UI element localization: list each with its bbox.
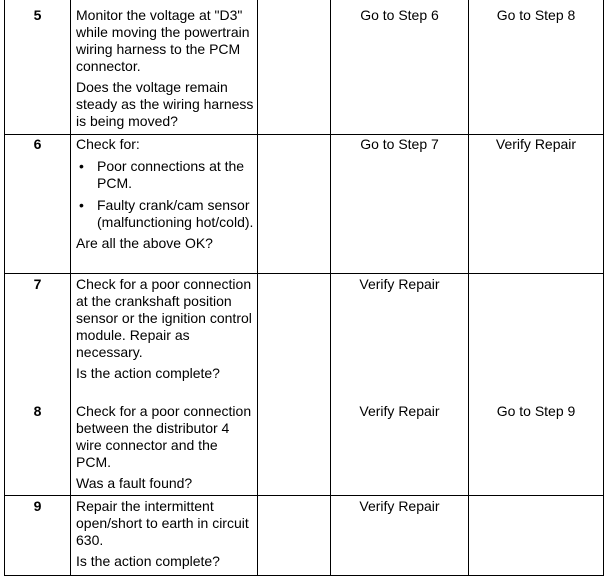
action-text: Check for a poor connection between the distributor 4 wire connector and the PCM.	[76, 403, 252, 470]
action-text: Check for a poor connection at the crankshaft position sensor or the ignition control module. Repair as necessary.	[76, 276, 252, 360]
yes-result: Go to Step 7	[360, 136, 439, 152]
yes-result: Verify Repair	[359, 276, 440, 292]
no-result: Go to Step 9	[496, 403, 576, 419]
action-question: Is the action complete?	[76, 553, 220, 569]
action-cell	[76, 276, 254, 382]
action-cell	[76, 136, 256, 252]
action-question: Does the voltage remain steady as the wiring harness is being moved?	[76, 79, 254, 129]
action-question: Is the action complete?	[76, 365, 220, 381]
no-result: Go to Step 8	[496, 7, 576, 23]
action-text: Monitor the voltage at "D3" while moving the powertrain wiring harness to the PCM connector.	[76, 7, 250, 74]
checklist-item: • Poor connections at the PCM.	[76, 158, 256, 192]
step-number: 6	[33, 136, 42, 152]
checklist-item: • Faulty crank/cam sensor (malfunctioning hot/cold).	[76, 197, 256, 231]
action-text: Repair the intermittent open/short to earth in circuit 630.	[76, 498, 249, 548]
step-number: 9	[33, 498, 42, 514]
yes-result: Verify Repair	[359, 403, 440, 419]
action-intro: Check for:	[76, 136, 140, 152]
step-number: 7	[33, 276, 42, 292]
action-cell	[76, 7, 254, 130]
action-question: Are all the above OK?	[76, 235, 213, 251]
step-number: 5	[33, 7, 42, 23]
action-cell	[76, 498, 254, 570]
step-number: 8	[33, 403, 42, 419]
yes-result: Verify Repair	[359, 498, 440, 514]
checklist	[76, 158, 256, 231]
yes-result: Go to Step 6	[360, 7, 439, 23]
action-question: Was a fault found?	[76, 475, 193, 491]
no-result: Verify Repair	[495, 136, 577, 152]
action-cell	[76, 403, 254, 492]
